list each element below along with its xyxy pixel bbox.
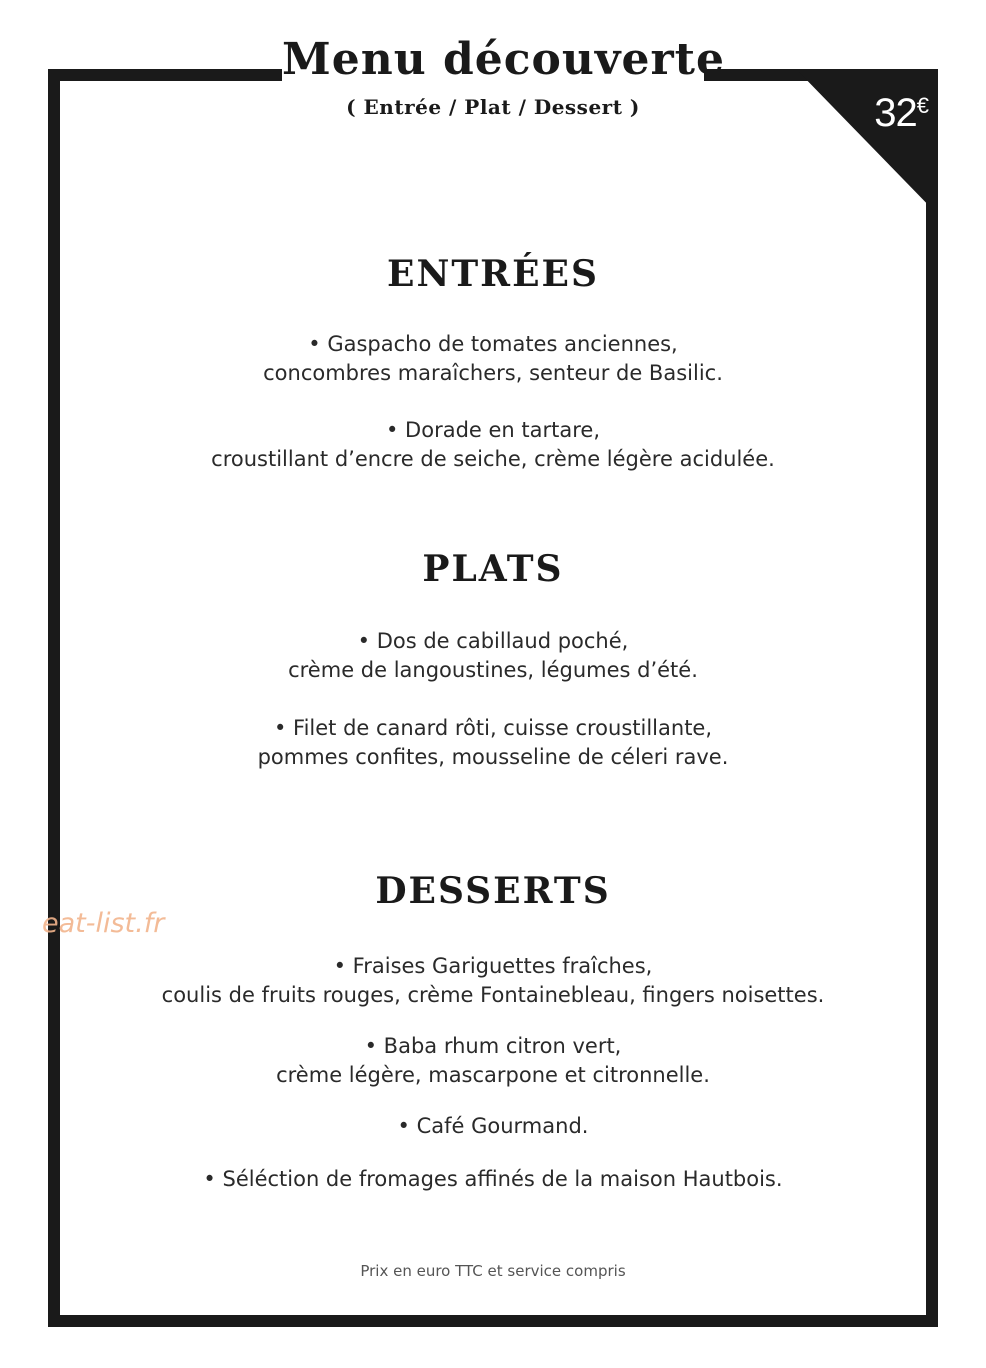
- section-title-plats: PLATS: [422, 548, 564, 590]
- price-note: Prix en euro TTC et service compris: [360, 1262, 626, 1280]
- menu-title: Menu découverte: [282, 34, 725, 85]
- menu-item: [0, 952, 986, 1010]
- watermark: eat-list.fr: [42, 908, 165, 939]
- menu-item-line: coulis de fruits rouges, crème Fontainebleau, fingers noisettes.: [161, 983, 825, 1007]
- menu-item-line: • Café Gourmand.: [397, 1114, 589, 1138]
- price-currency: €: [916, 93, 928, 118]
- menu-item-line: crème légère, mascarpone et citronnelle.: [276, 1063, 710, 1087]
- title-banner: [282, 30, 725, 90]
- menu-item-line: • Gaspacho de tomates anciennes,: [308, 332, 678, 356]
- menu-item-line: • Baba rhum citron vert,: [364, 1034, 622, 1058]
- menu-price: [874, 91, 928, 136]
- menu-item-line: • Fraises Gariguettes fraîches,: [333, 954, 653, 978]
- menu-item: [0, 416, 986, 474]
- menu-item-line: • Filet de canard rôti, cuisse croustillante,: [273, 716, 713, 740]
- menu-item: [0, 714, 986, 772]
- price-corner-badge: [796, 69, 938, 215]
- menu-item-line: pommes confites, mousseline de céleri rave.: [257, 745, 729, 769]
- menu-subtitle: ( Entrée / Plat / Dessert ): [346, 95, 640, 119]
- menu-item-line: • Dorade en tartare,: [385, 418, 601, 442]
- menu-item-line: crème de langoustines, légumes d’été.: [288, 658, 698, 682]
- menu-item-line: • Séléction de fromages affinés de la maison Hautbois.: [203, 1167, 783, 1191]
- menu-item-line: • Dos de cabillaud poché,: [357, 629, 629, 653]
- menu-item: [0, 1032, 986, 1090]
- menu-item: [0, 627, 986, 685]
- menu-item: [0, 1112, 986, 1141]
- menu-item-line: concombres maraîchers, senteur de Basilic.: [263, 361, 723, 385]
- menu-item-line: croustillant d’encre de seiche, crème légère acidulée.: [211, 447, 775, 471]
- section-title-entrees: ENTRÉES: [387, 253, 599, 295]
- menu-item: [0, 1165, 986, 1194]
- price-amount: 32: [874, 91, 917, 135]
- section-title-desserts: DESSERTS: [375, 870, 611, 912]
- menu-item: [0, 330, 986, 388]
